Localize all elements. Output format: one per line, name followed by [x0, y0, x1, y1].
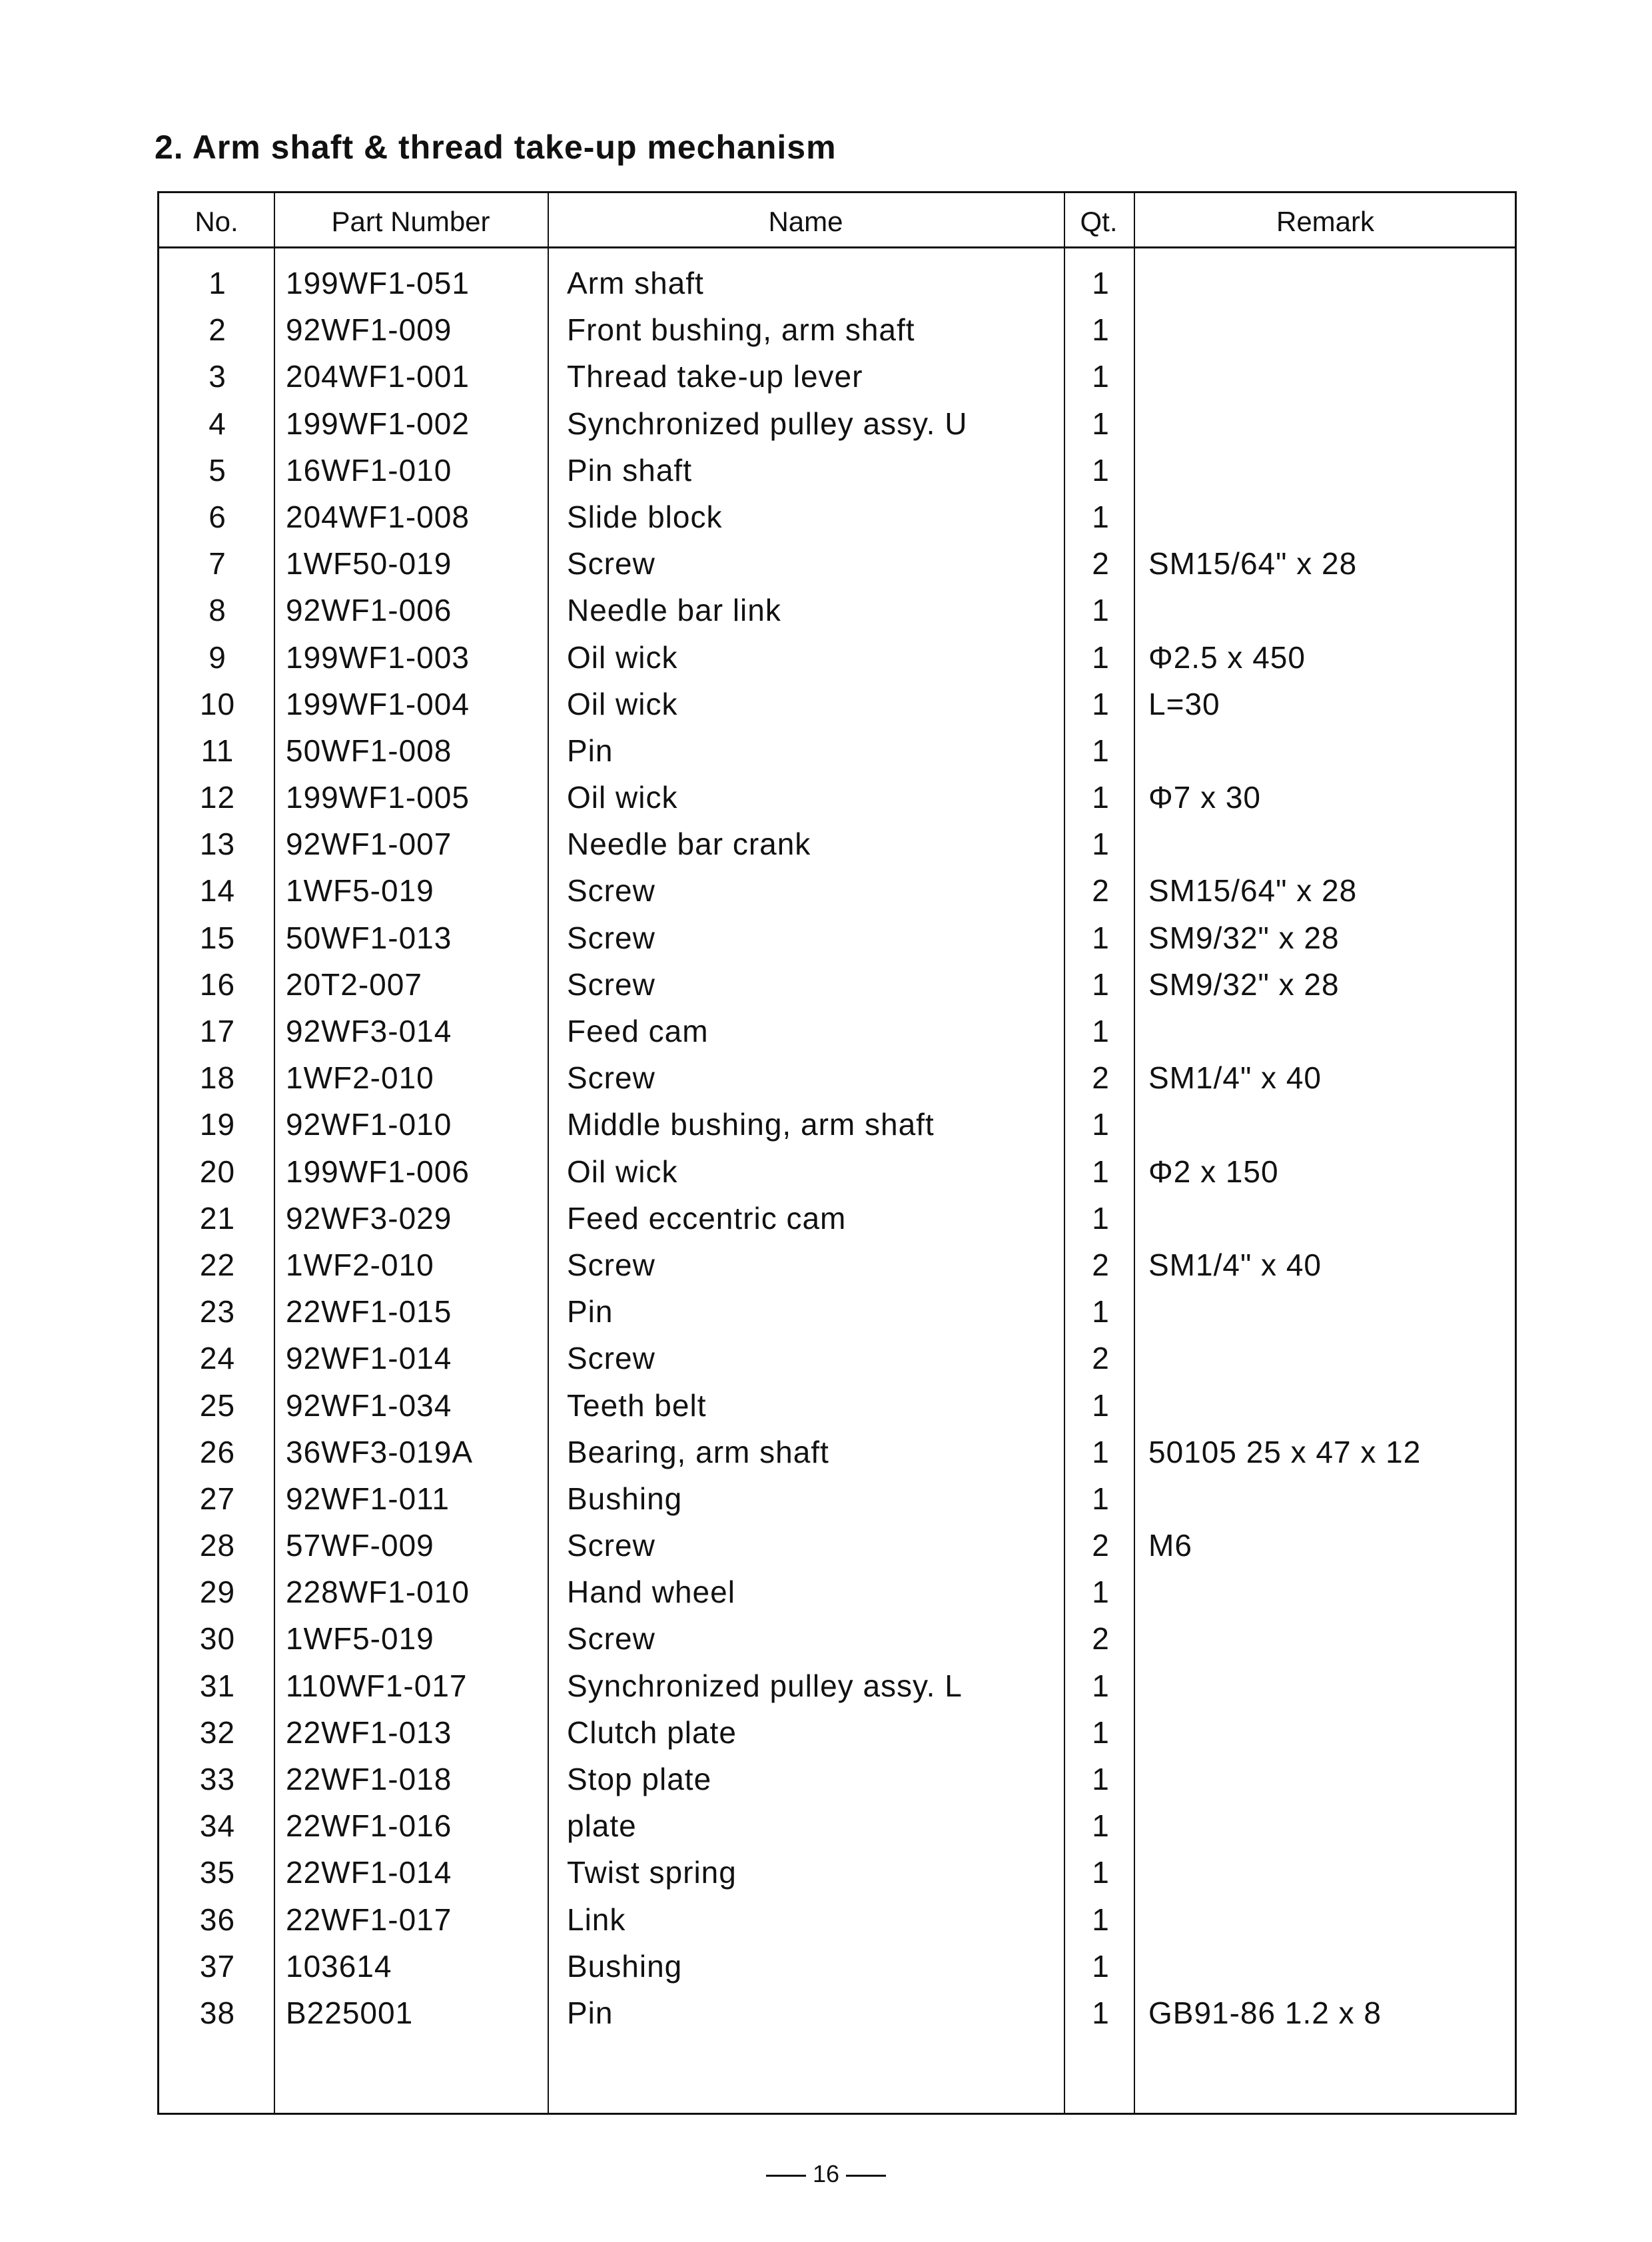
cell-no: 23: [199, 1294, 236, 1329]
cell-remark: [1148, 306, 1521, 353]
cell-qty: 1: [1092, 406, 1110, 441]
cell-qty: 1: [1092, 452, 1110, 488]
cell-qty: 2: [1092, 873, 1110, 909]
cell-part-number: 199WF1-005: [286, 780, 470, 815]
cell-no: 10: [199, 686, 236, 721]
cell-remark: GB91-86 1.2 x 8: [1148, 1995, 1382, 2030]
cell-qty: 1: [1092, 780, 1110, 815]
cell-remark: M6: [1148, 1528, 1192, 1563]
cell-remark: [1148, 1849, 1521, 1896]
cell-name: Bearing, arm shaft: [567, 1434, 829, 1469]
cell-no: 2: [208, 312, 226, 348]
cell-qty: 1: [1092, 1200, 1110, 1236]
cell-qty: 2: [1092, 1060, 1110, 1096]
header-part-number: Part Number: [331, 206, 490, 237]
cell-name: Arm shaft: [567, 266, 704, 300]
table-row: [159, 1663, 1515, 1709]
cell-part-number: 22WF1-018: [286, 1762, 452, 1796]
cell-remark: [1148, 1709, 1521, 1756]
table-row: [159, 1802, 1515, 1849]
table-row: [159, 260, 1515, 306]
cell-part-number: 204WF1-008: [286, 499, 470, 534]
cell-qty: 1: [1092, 1855, 1110, 1890]
cell-part-number: 22WF1-013: [286, 1714, 452, 1750]
cell-remark: [1148, 1896, 1521, 1943]
table-row: [159, 1475, 1515, 1522]
cell-part-number: 36WF3-019A: [286, 1434, 474, 1469]
table-row: [159, 1335, 1515, 1381]
cell-name: Screw: [567, 1247, 655, 1282]
cell-no: 11: [201, 733, 234, 768]
cell-qty: 2: [1092, 1528, 1110, 1563]
page-footer: [0, 2160, 1652, 2188]
cell-qty: 1: [1092, 1762, 1110, 1796]
cell-part-number: 50WF1-013: [286, 920, 452, 955]
cell-name: Screw: [567, 966, 655, 1002]
cell-no: 17: [199, 1014, 236, 1048]
cell-remark: SM9/32" x 28: [1148, 920, 1340, 955]
cell-part-number: 92WF1-034: [286, 1387, 452, 1423]
cell-qty: 1: [1092, 686, 1110, 721]
cell-part-number: 22WF1-014: [286, 1855, 452, 1890]
table-row: [159, 774, 1515, 821]
table-row: [159, 1054, 1515, 1101]
cell-no: 26: [199, 1434, 236, 1469]
cell-no: 6: [208, 499, 226, 534]
cell-qty: 1: [1092, 733, 1110, 768]
cell-part-number: 50WF1-008: [286, 733, 452, 768]
cell-part-number: 1WF5-019: [286, 1621, 434, 1657]
cell-qty: 1: [1092, 1948, 1110, 1984]
cell-no: 18: [199, 1060, 236, 1096]
cell-no: 21: [199, 1200, 236, 1236]
cell-remark: [1148, 727, 1521, 774]
cell-part-number: 92WF1-006: [286, 593, 452, 628]
cell-name: Screw: [567, 1341, 655, 1376]
table-row: [159, 961, 1515, 1008]
table-header: [159, 193, 1515, 248]
cell-no: 24: [199, 1341, 236, 1376]
table-row: [159, 867, 1515, 914]
cell-remark: 50105 25 x 47 x 12: [1148, 1434, 1422, 1469]
cell-remark: [1148, 1382, 1521, 1429]
cell-no: 3: [208, 359, 226, 394]
table-row: [159, 1943, 1515, 1990]
cell-name: Thread take-up lever: [567, 359, 863, 394]
cell-name: Oil wick: [567, 780, 678, 815]
cell-remark: [1148, 1008, 1521, 1054]
cell-remark: [1148, 1195, 1521, 1242]
cell-no: 14: [199, 873, 236, 909]
page-number: 16: [812, 2160, 840, 2187]
cell-no: 34: [199, 1808, 236, 1844]
cell-qty: 1: [1092, 1808, 1110, 1844]
table-row: [159, 306, 1515, 353]
table-row: [159, 1195, 1515, 1242]
cell-name: Front bushing, arm shaft: [567, 312, 915, 348]
cell-name: Pin: [567, 1995, 614, 2030]
table-row: [159, 540, 1515, 587]
cell-remark: [1148, 1663, 1521, 1709]
cell-qty: 1: [1092, 1294, 1110, 1329]
cell-name: Screw: [567, 546, 655, 581]
cell-qty: 1: [1092, 966, 1110, 1002]
cell-remark: [1148, 587, 1521, 633]
table-row: [159, 447, 1515, 494]
table-row: [159, 681, 1515, 727]
cell-part-number: 16WF1-010: [286, 452, 452, 488]
cell-no: 35: [199, 1855, 236, 1890]
cell-remark: SM1/4" x 40: [1148, 1060, 1322, 1096]
cell-part-number: 22WF1-016: [286, 1808, 452, 1844]
cell-no: 27: [199, 1481, 236, 1516]
cell-part-number: 57WF-009: [286, 1528, 434, 1563]
cell-part-number: 92WF1-007: [286, 827, 452, 862]
cell-qty: 1: [1092, 827, 1110, 862]
cell-no: 8: [208, 593, 226, 628]
table-row: [159, 1382, 1515, 1429]
table-row: [159, 1429, 1515, 1475]
cell-remark: [1148, 447, 1521, 494]
cell-name: Synchronized pulley assy. L: [567, 1668, 963, 1703]
cell-remark: [1148, 1615, 1521, 1662]
cell-part-number: 199WF1-003: [286, 639, 470, 675]
cell-qty: 1: [1092, 1995, 1110, 2030]
cell-remark: [1148, 1335, 1521, 1381]
cell-remark: [1148, 821, 1521, 867]
cell-remark: [1148, 400, 1521, 447]
cell-qty: 1: [1092, 1668, 1110, 1703]
cell-part-number: 1WF2-010: [286, 1247, 434, 1282]
cell-name: Pin: [567, 1294, 614, 1329]
cell-remark: Φ7 x 30: [1148, 780, 1262, 815]
cell-no: 33: [199, 1762, 236, 1796]
cell-qty: 1: [1092, 920, 1110, 955]
cell-remark: [1148, 1756, 1521, 1802]
cell-name: Screw: [567, 1621, 655, 1657]
table-row: [159, 1709, 1515, 1756]
table-row: [159, 494, 1515, 540]
cell-part-number: 22WF1-015: [286, 1294, 452, 1329]
cell-name: Needle bar link: [567, 593, 781, 628]
cell-no: 4: [208, 406, 226, 441]
table-row: [159, 353, 1515, 400]
cell-no: 16: [199, 966, 236, 1002]
cell-remark: SM15/64" x 28: [1148, 546, 1358, 581]
cell-remark: [1148, 1288, 1521, 1335]
cell-qty: 1: [1092, 359, 1110, 394]
parts-table: [157, 191, 1517, 2115]
cell-qty: 1: [1092, 639, 1110, 675]
cell-qty: 1: [1092, 1714, 1110, 1750]
cell-no: 9: [208, 639, 226, 675]
table-row: [159, 1101, 1515, 1148]
cell-remark: [1148, 260, 1521, 306]
cell-name: Feed eccentric cam: [567, 1200, 847, 1236]
cell-remark: SM9/32" x 28: [1148, 966, 1340, 1002]
cell-remark: Φ2.5 x 450: [1148, 639, 1306, 675]
cell-no: 13: [199, 827, 236, 862]
cell-no: 12: [199, 780, 236, 815]
cell-name: Stop plate: [567, 1762, 712, 1796]
cell-name: Slide block: [567, 499, 723, 534]
table-row: [159, 1569, 1515, 1615]
cell-qty: 2: [1092, 1621, 1110, 1657]
cell-no: 36: [199, 1902, 236, 1937]
cell-part-number: 199WF1-004: [286, 686, 470, 721]
cell-name: plate: [567, 1808, 637, 1844]
cell-qty: 1: [1092, 1575, 1110, 1610]
cell-no: 29: [199, 1575, 236, 1610]
cell-part-number: 228WF1-010: [286, 1575, 470, 1610]
cell-qty: 1: [1092, 1107, 1110, 1142]
cell-no: 5: [208, 452, 226, 488]
section-title: 2. Arm shaft & thread take-up mechanism: [155, 129, 837, 166]
cell-qty: 2: [1092, 1341, 1110, 1376]
cell-name: Teeth belt: [567, 1387, 707, 1423]
cell-remark: [1148, 1101, 1521, 1148]
cell-name: Oil wick: [567, 686, 678, 721]
table-row: [159, 1008, 1515, 1054]
cell-name: Oil wick: [567, 639, 678, 675]
cell-name: Screw: [567, 920, 655, 955]
cell-name: Clutch plate: [567, 1714, 737, 1750]
cell-no: 30: [199, 1621, 236, 1657]
cell-remark: SM1/4" x 40: [1148, 1247, 1322, 1282]
table-row: [159, 915, 1515, 961]
cell-remark: SM15/64" x 28: [1148, 873, 1358, 909]
cell-no: 31: [199, 1668, 236, 1703]
table-row: [159, 1148, 1515, 1195]
cell-part-number: 204WF1-001: [286, 359, 470, 394]
cell-qty: 1: [1092, 1434, 1110, 1469]
cell-name: Pin: [567, 733, 614, 768]
cell-name: Link: [567, 1902, 626, 1937]
cell-no: 25: [199, 1387, 236, 1423]
cell-part-number: 92WF3-014: [286, 1014, 452, 1048]
header-remark: Remark: [1276, 206, 1375, 237]
cell-remark: [1148, 1569, 1521, 1615]
header-qty: Qt.: [1080, 206, 1118, 237]
cell-part-number: 20T2-007: [286, 966, 422, 1002]
cell-part-number: 1WF50-019: [286, 546, 452, 581]
dash-right: [846, 2175, 886, 2177]
cell-no: 15: [199, 920, 236, 955]
cell-name: Synchronized pulley assy. U: [567, 406, 968, 441]
cell-no: 32: [199, 1714, 236, 1750]
cell-remark: [1148, 494, 1521, 540]
table-row: [159, 1242, 1515, 1288]
cell-qty: 1: [1092, 1154, 1110, 1189]
table-row: [159, 587, 1515, 633]
cell-no: 1: [208, 266, 226, 300]
cell-part-number: 92WF1-009: [286, 312, 452, 348]
table-row: [159, 634, 1515, 681]
cell-part-number: 199WF1-051: [286, 266, 470, 300]
cell-part-number: 110WF1-017: [286, 1668, 468, 1703]
header-no: No.: [195, 206, 238, 237]
cell-no: 38: [199, 1995, 236, 2030]
cell-part-number: 199WF1-002: [286, 406, 470, 441]
cell-part-number: 22WF1-017: [286, 1902, 452, 1937]
cell-name: Hand wheel: [567, 1575, 735, 1610]
cell-name: Feed cam: [567, 1014, 709, 1048]
cell-qty: 1: [1092, 1902, 1110, 1937]
cell-name: Bushing: [567, 1481, 683, 1516]
cell-qty: 1: [1092, 1387, 1110, 1423]
cell-qty: 2: [1092, 1247, 1110, 1282]
cell-qty: 1: [1092, 266, 1110, 300]
cell-part-number: 92WF1-011: [286, 1481, 450, 1516]
cell-name: Screw: [567, 1528, 655, 1563]
table-row: [159, 1896, 1515, 1943]
cell-remark: Φ2 x 150: [1148, 1154, 1279, 1189]
table-row: [159, 1990, 1515, 2036]
cell-part-number: 103614: [286, 1948, 392, 1984]
cell-no: 22: [199, 1247, 236, 1282]
cell-remark: [1148, 1802, 1521, 1849]
cell-part-number: 1WF5-019: [286, 873, 434, 909]
cell-remark: [1148, 1943, 1521, 1990]
cell-name: Twist spring: [567, 1855, 737, 1890]
cell-name: Bushing: [567, 1948, 683, 1984]
dash-left: [766, 2175, 806, 2177]
cell-no: 7: [208, 546, 226, 581]
table-body: [159, 260, 1515, 2036]
table-row: [159, 1288, 1515, 1335]
cell-qty: 1: [1092, 1481, 1110, 1516]
cell-part-number: 1WF2-010: [286, 1060, 434, 1096]
cell-no: 28: [199, 1528, 236, 1563]
cell-name: Screw: [567, 1060, 655, 1096]
cell-part-number: 92WF1-010: [286, 1107, 452, 1142]
cell-qty: 2: [1092, 546, 1110, 581]
table-row: [159, 1522, 1515, 1569]
table-row: [159, 821, 1515, 867]
cell-name: Needle bar crank: [567, 827, 811, 862]
cell-no: 20: [199, 1154, 236, 1189]
cell-part-number: 92WF1-014: [286, 1341, 452, 1376]
cell-part-number: B225001: [286, 1995, 414, 2030]
cell-no: 37: [199, 1948, 236, 1984]
cell-remark: [1148, 1475, 1521, 1522]
cell-qty: 1: [1092, 312, 1110, 348]
cell-name: Screw: [567, 873, 655, 909]
cell-qty: 1: [1092, 1014, 1110, 1048]
cell-remark: L=30: [1148, 686, 1220, 721]
cell-name: Middle bushing, arm shaft: [567, 1107, 935, 1142]
cell-qty: 1: [1092, 499, 1110, 534]
cell-part-number: 199WF1-006: [286, 1154, 470, 1189]
table-row: [159, 1615, 1515, 1662]
header-name: Name: [768, 206, 843, 237]
cell-part-number: 92WF3-029: [286, 1200, 452, 1236]
table-row: [159, 1756, 1515, 1802]
cell-name: Oil wick: [567, 1154, 678, 1189]
table-row: [159, 1849, 1515, 1896]
table-row: [159, 400, 1515, 447]
cell-qty: 1: [1092, 593, 1110, 628]
cell-name: Pin shaft: [567, 452, 692, 488]
cell-no: 19: [199, 1107, 236, 1142]
cell-remark: [1148, 353, 1521, 400]
table-row: [159, 727, 1515, 774]
